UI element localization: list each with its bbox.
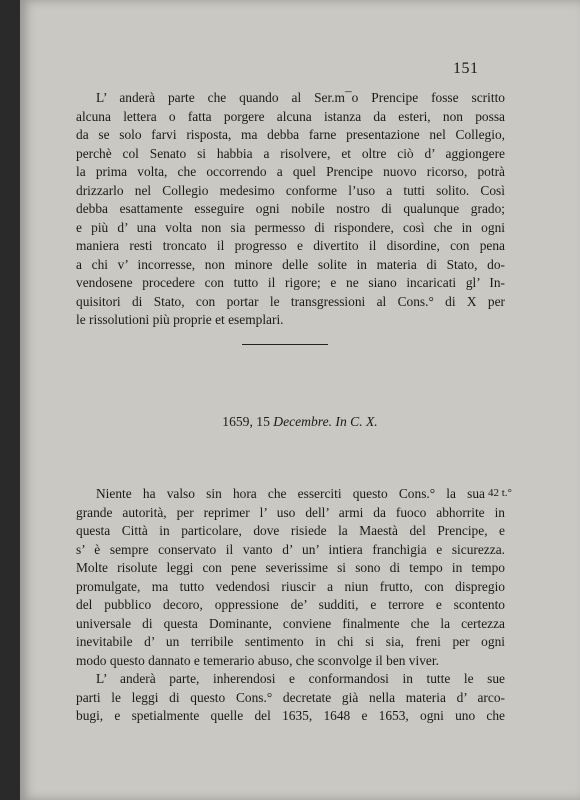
text-line: maniera resti troncato il progresso e divertito il disordine, con pena xyxy=(76,238,505,253)
text-line: Niente ha valso sin hora che esserciti questo Cons.° la sua xyxy=(96,486,485,501)
text-line: a chi v’ incorresse, non minore delle solite in materia di Stato, do- xyxy=(76,256,505,272)
text-line: L’ anderà parte, inherendosi e conformandosi in tutte le sue xyxy=(96,671,505,686)
text-line: parti le leggi di questo Cons.° decretate già nella materia d’ arco- xyxy=(76,689,505,705)
text-line: quisitori di Stato, con portar le transgressioni al Cons.° di X per xyxy=(76,293,505,309)
text-line: L’ anderà parte che quando al Ser.m¯o Prencipe fosse scritto xyxy=(96,90,505,105)
text-line: da se solo farvi risposta, ma debba farne presentazione nel Collegio, xyxy=(76,127,505,142)
text-line: modo questo dannato e temerario abuso, che sconvolge il ben viver. xyxy=(76,652,439,668)
text-line: vendosene procedere con tutto il rigore; e ne siano incaricati gl’ In- xyxy=(76,275,505,290)
paragraph-2 xyxy=(76,485,505,726)
text-line: grande autorità, per reprimer l’ uso dell’ armi da fuoco abhorrite in xyxy=(76,504,505,520)
text-line: del pubblico decoro, oppressione de’ sudditi, e terrore e scontento xyxy=(76,597,505,612)
text-line: questa Città in particolare, dove risiede la Maestà del Prencipe, e xyxy=(76,523,505,538)
text-line: Molte risolute leggi con pene severissime si sono di tempo in tempo xyxy=(76,560,505,575)
text-line: e più d’ una volta non sia permesso di rispondere, così che in ogni xyxy=(76,219,505,235)
page-number: 151 xyxy=(453,60,479,77)
text-line: alcuna lettera o fatta porgere alcuna istanza da esteri, non possa xyxy=(76,108,505,124)
heading-month: Decembre. In C. X. xyxy=(273,414,378,429)
section-divider xyxy=(242,344,328,345)
text-line: universale di questa Dominante, conviene finalmente che la certezza xyxy=(76,615,505,631)
text-line: drizzarlo nel Collegio medesimo conforme l’uso a tutti solito. Così xyxy=(76,182,505,198)
text-line: perchè col Senato si habbia a risolvere, et oltre ciò d’ aggiongere xyxy=(76,145,505,161)
text-line: debba esattamente esseguire ogni nobile nostro di qualunque grado; xyxy=(76,201,505,216)
text-line: promulgate, ma tutto vedendosi riuscir a niun frutto, con dispregio xyxy=(76,578,505,594)
text-line: s’ è sempre conservato il vanto d’ un’ intiera franchigia e sicurezza. xyxy=(76,541,505,557)
margin-note: 42 t.° xyxy=(488,487,512,499)
text-line: le rissolutioni più proprie et esemplari. xyxy=(76,312,284,327)
book-page xyxy=(20,0,580,800)
paragraph-1 xyxy=(76,89,505,330)
section-heading xyxy=(20,414,580,430)
text-line: bugi, e spetialmente quelle del 1635, 1648 e 1653, ogni uno che xyxy=(76,708,505,723)
text-line: inevitabile d’ un terribile sentimento in chi si sia, freni per ogni xyxy=(76,634,505,649)
text-line: la prima volta, che occorrendo a quel Prencipe nuovo ricorso, potrà xyxy=(76,164,505,179)
heading-date: 1659, 15 xyxy=(222,414,270,429)
